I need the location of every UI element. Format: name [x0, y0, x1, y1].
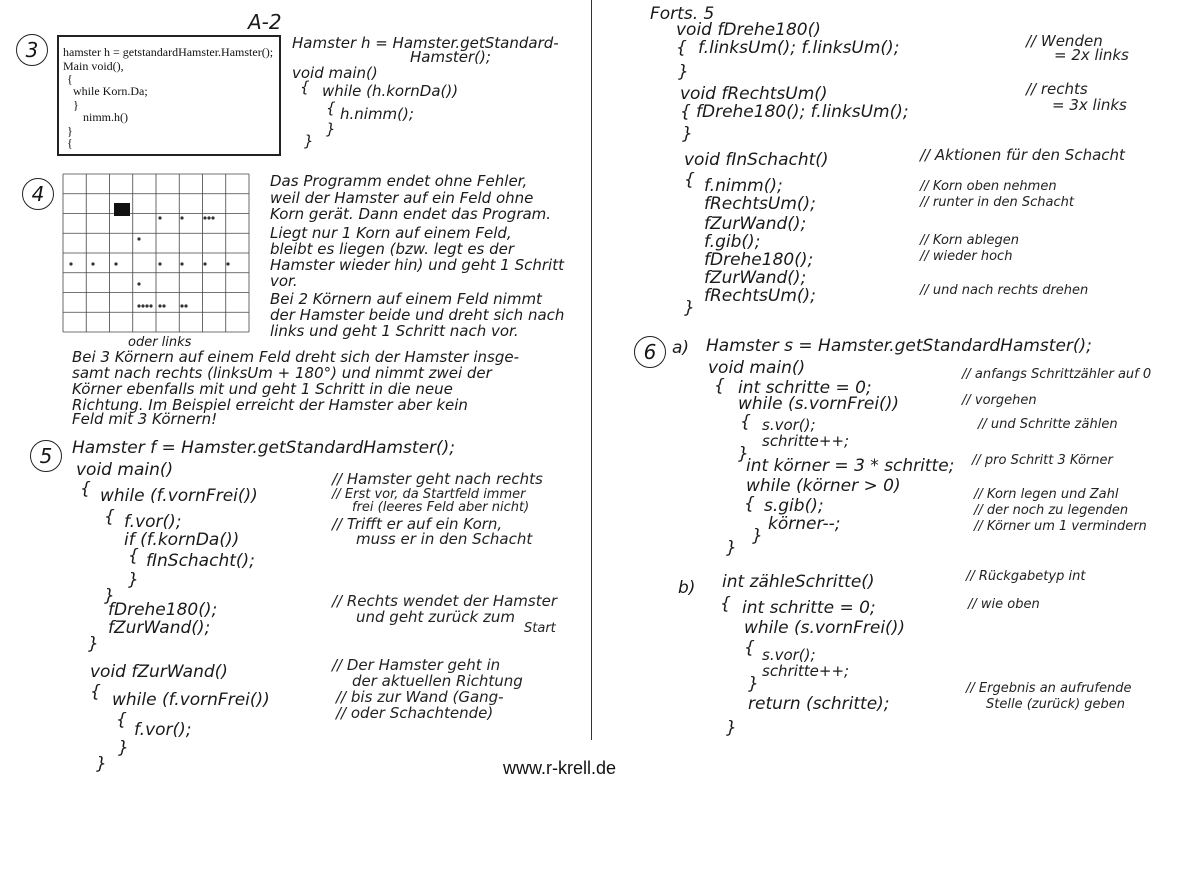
- q6a-code-line: void main(): [708, 358, 806, 378]
- q6a-comment: // und Schritte zählen: [978, 417, 1118, 432]
- q5-code-line: while (f.vornFrei()): [100, 486, 258, 506]
- q3-code-line: Hamster();: [410, 48, 491, 66]
- q5cont-code-line: fRechtsUm();: [704, 194, 816, 214]
- q5cont-comment: // Aktionen für den Schacht: [920, 146, 1125, 164]
- q6-part-b-label: b): [678, 578, 696, 598]
- q5cont-code-line: }: [682, 124, 693, 144]
- hamster-grid: [62, 173, 252, 333]
- box-line: hamster h = getstandardHamster.Hamster();: [63, 45, 274, 59]
- q6b-code-line: {: [720, 594, 731, 614]
- q5-comment: // Trifft er auf ein Korn,: [332, 515, 503, 533]
- box-line: }: [67, 124, 73, 138]
- q6a-code-line: }: [752, 526, 763, 546]
- q5-code-line: {: [90, 682, 101, 702]
- grid-lines: [63, 174, 249, 332]
- q5-code-line: {: [128, 546, 139, 566]
- q5-code-line: }: [104, 586, 115, 606]
- q5-code-line: while (f.vornFrei()): [112, 690, 270, 710]
- q4-text-line: Körner ebenfalls mit und geht 1 Schritt in die neue: [72, 380, 453, 398]
- q5-code-line: fInSchacht();: [146, 551, 255, 571]
- q6a-code-line: while (körner > 0): [746, 476, 901, 496]
- q6b-code-line: int zähleSchritte(): [722, 572, 875, 592]
- q5-comment: // Erst vor, da Startfeld immer: [332, 487, 526, 502]
- q5cont-code-line: fDrehe180();: [704, 250, 814, 270]
- q5-comment: Start: [524, 621, 556, 636]
- q6a-comment: // vorgehen: [962, 393, 1037, 408]
- q5cont-code-line: }: [678, 62, 689, 82]
- q3-code-line: void main(): [292, 64, 378, 82]
- q5-continued-label: Forts. 5: [650, 4, 715, 24]
- q6a-code-line: int schritte = 0;: [738, 378, 872, 398]
- q6a-code-line: while (s.vornFrei()): [738, 394, 899, 414]
- q5cont-comment: // runter in den Schacht: [920, 195, 1074, 210]
- q5-code-line: }: [88, 634, 99, 654]
- q5cont-code-line: {: [676, 38, 687, 58]
- q6a-code-line: {: [740, 412, 751, 432]
- q5cont-code-line: }: [684, 298, 695, 318]
- q6b-code-line: {: [744, 638, 755, 658]
- q5cont-code-line: fDrehe180(); f.linksUm();: [696, 102, 909, 122]
- q5-comment: // oder Schachtende): [336, 704, 494, 722]
- q5-comment: // Hamster geht nach rechts: [332, 470, 543, 488]
- q4-text-line: Richtung. Im Beispiel erreicht der Hamster aber kein: [72, 396, 468, 414]
- q6a-code-line: s.vor();: [762, 416, 816, 434]
- q5cont-comment: // Korn ablegen: [920, 233, 1019, 248]
- q5cont-code-line: f.linksUm(); f.linksUm();: [698, 38, 900, 58]
- q6a-comment: // der noch zu legenden: [974, 503, 1129, 518]
- q3-code-line: {: [326, 99, 336, 117]
- q5cont-comment: // Wenden: [1026, 32, 1103, 50]
- q4-text-line: Korn gerät. Dann endet das Program.: [270, 205, 552, 223]
- q3-code-line: }: [326, 120, 336, 138]
- question-number-6: 6: [634, 336, 666, 368]
- q5cont-code-line: fZurWand();: [704, 268, 807, 288]
- q5cont-comment: // wieder hoch: [920, 249, 1013, 264]
- q4-text-line: Bei 3 Körnern auf einem Feld dreht sich der Hamster insge-: [72, 348, 520, 366]
- q5-code-line: }: [118, 738, 129, 758]
- q6b-comment: Stelle (zurück) geben: [986, 697, 1126, 712]
- q5cont-code-line: f.gib();: [704, 232, 761, 252]
- q6a-code-line: {: [744, 494, 755, 514]
- box-line: nimm.h(): [83, 110, 128, 124]
- q5cont-comment: = 2x links: [1054, 46, 1129, 64]
- q6a-comment: // Korn legen und Zahl: [974, 487, 1119, 502]
- q5cont-comment: = 3x links: [1052, 96, 1127, 114]
- q5cont-code-line: fZurWand();: [704, 214, 807, 234]
- box-line: {: [67, 72, 73, 86]
- q5-comment: und geht zurück zum: [356, 608, 515, 626]
- q6b-comment: // Rückgabetyp int: [966, 569, 1086, 584]
- q6b-code-line: }: [726, 718, 737, 738]
- q4-text-line: bleibt es liegen (bzw. legt es der: [270, 240, 515, 258]
- q6b-code-line: return (schritte);: [748, 694, 890, 714]
- q4-caption: oder links: [128, 335, 192, 350]
- q5cont-code-line: f.nimm();: [704, 176, 783, 196]
- q6a-code-line: Hamster s = Hamster.getStandardHamster();: [706, 336, 1092, 356]
- q5cont-code-line: {: [684, 170, 695, 190]
- q6a-comment: // anfangs Schrittzähler auf 0: [962, 367, 1152, 382]
- q5-comment: // Der Hamster geht in: [332, 656, 501, 674]
- q6b-comment: // Ergebnis an aufrufende: [966, 681, 1132, 696]
- box-line: }: [73, 98, 79, 112]
- q4-text-line: Das Programm endet ohne Fehler,: [270, 172, 528, 190]
- q3-code-line: Hamster h = Hamster.getStandard-: [292, 34, 559, 52]
- q5cont-comment: // rechts: [1026, 80, 1088, 98]
- q5-code-line: void fZurWand(): [90, 662, 228, 682]
- q6-part-a-label: a): [672, 338, 690, 358]
- question-number-4: 4: [22, 178, 54, 210]
- q5-code-line: {: [104, 507, 115, 527]
- q5cont-code-line: void fDrehe180(): [676, 20, 821, 40]
- q6b-code-line: schritte++;: [762, 662, 850, 680]
- q4-text-line: samt nach rechts (linksUm + 180°) und nimmt zwei der: [72, 364, 492, 382]
- q4-text-line: links und geht 1 Schritt nach vor.: [270, 322, 519, 340]
- q3-code-line: while (h.kornDa()): [322, 82, 459, 100]
- q4-text-line: vor.: [270, 272, 298, 290]
- q6a-code-line: int körner = 3 * schritte;: [746, 456, 955, 476]
- q5-code-line: void main(): [76, 460, 174, 480]
- q5-code-line: fDrehe180();: [108, 600, 218, 620]
- box-line: {: [67, 136, 73, 150]
- question-number-5: 5: [30, 440, 62, 472]
- q5-code-line: if (f.kornDa()): [124, 530, 240, 550]
- q6a-code-line: {: [714, 376, 725, 396]
- q6a-code-line: }: [726, 538, 737, 558]
- q5-comment: muss er in den Schacht: [356, 530, 533, 548]
- q6a-comment: // Körner um 1 vermindern: [974, 519, 1147, 534]
- q4-text-line: Hamster wieder hin) und geht 1 Schritt: [270, 256, 564, 274]
- box-line: while Korn.Da;: [73, 84, 148, 98]
- hamster-marker: [114, 203, 130, 216]
- q3-code-line: h.nimm();: [340, 105, 414, 123]
- q6b-code-line: while (s.vornFrei()): [744, 618, 905, 638]
- footer-url: www.r-krell.de: [503, 758, 617, 778]
- q4-text-line: weil der Hamster auf ein Feld ohne: [270, 189, 534, 207]
- q5cont-comment: // und nach rechts drehen: [920, 283, 1089, 298]
- q4-text-line: Feld mit 3 Körnern!: [72, 410, 218, 428]
- q6a-code-line: körner--;: [768, 514, 841, 534]
- q5cont-comment: // Korn oben nehmen: [920, 179, 1057, 194]
- q5-comment: frei (leeres Feld aber nicht): [352, 500, 530, 515]
- q5-code-line: Hamster f = Hamster.getStandardHamster();: [72, 438, 456, 458]
- q6a-code-line: s.gib();: [764, 496, 824, 516]
- q5cont-code-line: void fInSchacht(): [684, 150, 829, 170]
- q3-code-line: {: [300, 78, 310, 96]
- q6a-code-line: }: [738, 444, 749, 464]
- q4-text-line: Bei 2 Körnern auf einem Feld nimmt: [270, 290, 542, 308]
- column-divider: [591, 0, 592, 740]
- q5-comment: der aktuellen Richtung: [352, 672, 523, 690]
- grain-marks: [69, 216, 229, 307]
- q5-comment: // Rechts wendet der Hamster: [332, 592, 558, 610]
- q5-code-line: f.vor();: [124, 512, 182, 532]
- q3-code-line: }: [304, 132, 314, 150]
- q5cont-code-line: fRechtsUm();: [704, 286, 816, 306]
- q6a-comment: // pro Schritt 3 Körner: [972, 453, 1113, 468]
- q6b-code-line: }: [748, 674, 759, 694]
- q5-code-line: f.vor();: [134, 720, 192, 740]
- page-title: A-2: [248, 10, 282, 34]
- q6b-code-line: s.vor();: [762, 646, 816, 664]
- q6b-comment: // wie oben: [968, 597, 1040, 612]
- q5-code-line: }: [128, 570, 139, 590]
- q5-code-line: }: [96, 754, 107, 774]
- q5-code-line: {: [116, 710, 127, 730]
- q5-code-line: fZurWand();: [108, 618, 211, 638]
- question-number-3: 3: [16, 34, 48, 66]
- printed-code-box: [57, 35, 281, 156]
- q6a-code-line: schritte++;: [762, 432, 850, 450]
- q5-code-line: {: [80, 479, 91, 499]
- box-line: Main void(),: [63, 59, 124, 73]
- q4-text-line: Liegt nur 1 Korn auf einem Feld,: [270, 224, 512, 242]
- q5cont-code-line: void fRechtsUm(): [680, 84, 828, 104]
- q5-comment: // bis zur Wand (Gang-: [336, 688, 504, 706]
- q4-text-line: der Hamster beide und dreht sich nach: [270, 306, 565, 324]
- q5cont-code-line: {: [680, 102, 691, 122]
- q6b-code-line: int schritte = 0;: [742, 598, 876, 618]
